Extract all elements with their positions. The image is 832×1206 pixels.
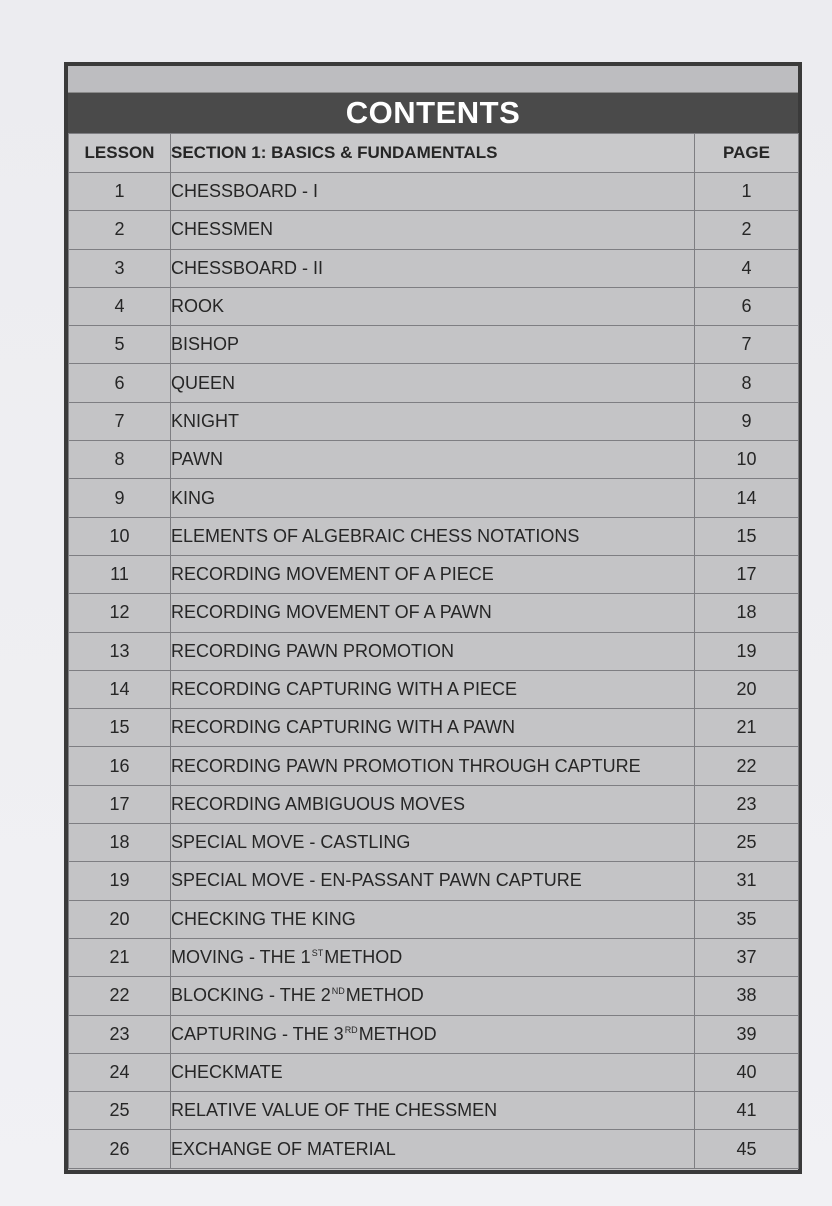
lesson-title-text: RECORDING CAPTURING WITH A PAWN bbox=[171, 717, 516, 738]
table-row bbox=[69, 1092, 799, 1130]
page-number: 18 bbox=[695, 594, 799, 632]
lesson-number: 14 bbox=[69, 670, 171, 708]
lesson-number: 18 bbox=[69, 824, 171, 862]
lesson-title bbox=[171, 938, 695, 976]
page-number: 31 bbox=[695, 862, 799, 900]
page-number: 6 bbox=[695, 287, 799, 325]
ordinal-suffix: ND bbox=[331, 986, 345, 997]
table-row bbox=[69, 249, 799, 287]
lesson-number: 9 bbox=[69, 479, 171, 517]
page-number: 23 bbox=[695, 785, 799, 823]
table-row bbox=[69, 709, 799, 747]
lesson-title-text: PAWN bbox=[171, 449, 223, 470]
lesson-title-suffix: METHOD bbox=[324, 947, 403, 968]
table-row bbox=[69, 900, 799, 938]
lesson-number: 11 bbox=[69, 555, 171, 593]
lesson-number: 20 bbox=[69, 900, 171, 938]
page-number: 17 bbox=[695, 555, 799, 593]
page-title: CONTENTS bbox=[345, 95, 521, 130]
lesson-title bbox=[171, 1015, 695, 1053]
lesson-title-text: RECORDING MOVEMENT OF A PAWN bbox=[171, 602, 492, 623]
table-row bbox=[69, 594, 799, 632]
table-row bbox=[69, 1015, 799, 1053]
lesson-number: 8 bbox=[69, 441, 171, 479]
lesson-title-text: ELEMENTS OF ALGEBRAIC CHESS NOTATIONS bbox=[171, 525, 580, 546]
lesson-title-suffix: METHOD bbox=[345, 985, 424, 1006]
lesson-title bbox=[171, 1053, 695, 1091]
table-row bbox=[69, 173, 799, 211]
top-band bbox=[68, 66, 798, 93]
lesson-title-text: KNIGHT bbox=[171, 410, 240, 431]
lesson-number: 16 bbox=[69, 747, 171, 785]
page-number: 45 bbox=[695, 1130, 799, 1168]
title-bar bbox=[68, 93, 798, 133]
lesson-title bbox=[171, 517, 695, 555]
page-number: 8 bbox=[695, 364, 799, 402]
lesson-number: 22 bbox=[69, 977, 171, 1015]
page-number: 19 bbox=[695, 632, 799, 670]
table-row bbox=[69, 747, 799, 785]
table-row bbox=[69, 211, 799, 249]
lesson-title bbox=[171, 211, 695, 249]
lesson-number: 4 bbox=[69, 287, 171, 325]
contents-rows bbox=[69, 173, 799, 1169]
lesson-title-text: CHECKING THE KING bbox=[171, 908, 356, 929]
lesson-title-text: RECORDING PAWN PROMOTION THROUGH CAPTURE bbox=[171, 755, 641, 776]
lesson-title bbox=[171, 747, 695, 785]
table-row bbox=[69, 364, 799, 402]
table-row bbox=[69, 1053, 799, 1091]
table-row bbox=[69, 517, 799, 555]
page-number: 9 bbox=[695, 402, 799, 440]
lesson-title-text: RECORDING MOVEMENT OF A PIECE bbox=[171, 564, 494, 585]
page-number: 20 bbox=[695, 670, 799, 708]
page-number: 22 bbox=[695, 747, 799, 785]
ordinal-suffix: ST bbox=[311, 948, 324, 959]
lesson-title-text: RECORDING CAPTURING WITH A PIECE bbox=[171, 679, 518, 699]
lesson-title bbox=[171, 632, 695, 670]
lesson-number: 19 bbox=[69, 862, 171, 900]
page-number: 25 bbox=[695, 824, 799, 862]
lesson-title-suffix: METHOD bbox=[358, 1023, 437, 1044]
lesson-title bbox=[171, 709, 695, 747]
lesson-title-text: CAPTURING - THE 3 bbox=[171, 1023, 344, 1044]
lesson-title bbox=[171, 402, 695, 440]
lesson-title-text: SPECIAL MOVE - CASTLING bbox=[171, 832, 411, 853]
page-number: 35 bbox=[695, 900, 799, 938]
contents-table bbox=[68, 133, 799, 1169]
lesson-number: 24 bbox=[69, 1053, 171, 1091]
page-number: 4 bbox=[695, 249, 799, 287]
lesson-title bbox=[171, 1130, 695, 1168]
page-number: 39 bbox=[695, 1015, 799, 1053]
table-row bbox=[69, 402, 799, 440]
page-number: 7 bbox=[695, 326, 799, 364]
lesson-number: 13 bbox=[69, 632, 171, 670]
table-row bbox=[69, 287, 799, 325]
table-row bbox=[69, 632, 799, 670]
page-number: 37 bbox=[695, 938, 799, 976]
table-row bbox=[69, 862, 799, 900]
table-row bbox=[69, 441, 799, 479]
lesson-title-text: SPECIAL MOVE - EN-PASSANT PAWN CAPTURE bbox=[171, 870, 582, 891]
lesson-number: 17 bbox=[69, 785, 171, 823]
table-row bbox=[69, 555, 799, 593]
page-number: 15 bbox=[695, 517, 799, 555]
lesson-title bbox=[171, 977, 695, 1015]
lesson-title bbox=[171, 862, 695, 900]
table-row bbox=[69, 670, 799, 708]
lesson-number: 6 bbox=[69, 364, 171, 402]
lesson-title-text: QUEEN bbox=[171, 372, 236, 393]
table-row bbox=[69, 1130, 799, 1168]
contents-table-frame bbox=[64, 62, 802, 1174]
lesson-title-text: MOVING - THE 1 bbox=[171, 947, 311, 968]
lesson-title-text: BISHOP bbox=[171, 334, 240, 355]
header-row bbox=[69, 134, 799, 173]
page-number: 41 bbox=[695, 1092, 799, 1130]
lesson-number: 15 bbox=[69, 709, 171, 747]
lesson-number: 23 bbox=[69, 1015, 171, 1053]
lesson-title bbox=[171, 1092, 695, 1130]
lesson-title bbox=[171, 824, 695, 862]
lesson-title bbox=[171, 173, 695, 211]
page-number: 2 bbox=[695, 211, 799, 249]
lesson-title-text: KING bbox=[171, 487, 216, 508]
table-row bbox=[69, 938, 799, 976]
lesson-title bbox=[171, 670, 695, 708]
page-number: 1 bbox=[695, 173, 799, 211]
lesson-number: 5 bbox=[69, 326, 171, 364]
lesson-title bbox=[171, 594, 695, 632]
table-row bbox=[69, 785, 799, 823]
table-row bbox=[69, 824, 799, 862]
lesson-title-text: RECORDING AMBIGUOUS MOVES bbox=[171, 793, 466, 814]
lesson-number: 21 bbox=[69, 938, 171, 976]
lesson-number: 12 bbox=[69, 594, 171, 632]
page-number: 21 bbox=[695, 709, 799, 747]
ordinal-suffix: RD bbox=[344, 1024, 358, 1035]
lesson-title-text: ROOK bbox=[171, 296, 225, 317]
lesson-column-header: LESSON bbox=[69, 134, 171, 173]
lesson-title-text: CHESSBOARD - II bbox=[171, 257, 324, 278]
page-number: 40 bbox=[695, 1053, 799, 1091]
table-row bbox=[69, 326, 799, 364]
lesson-title bbox=[171, 287, 695, 325]
page-number: 14 bbox=[695, 479, 799, 517]
lesson-number: 1 bbox=[69, 173, 171, 211]
lesson-number: 2 bbox=[69, 211, 171, 249]
lesson-title-text: CHESSMEN bbox=[171, 219, 274, 240]
lesson-title bbox=[171, 785, 695, 823]
lesson-title bbox=[171, 555, 695, 593]
lesson-title bbox=[171, 441, 695, 479]
section-column-header: SECTION 1: BASICS & FUNDAMENTALS bbox=[171, 134, 695, 173]
lesson-title bbox=[171, 364, 695, 402]
lesson-number: 3 bbox=[69, 249, 171, 287]
lesson-title-text: EXCHANGE OF MATERIAL bbox=[171, 1138, 396, 1159]
page-column-header: PAGE bbox=[695, 134, 799, 173]
lesson-title-text: CHECKMATE bbox=[171, 1061, 283, 1082]
lesson-title bbox=[171, 900, 695, 938]
lesson-title bbox=[171, 479, 695, 517]
lesson-title-text: RELATIVE VALUE OF THE CHESSMEN bbox=[171, 1100, 498, 1121]
lesson-number: 10 bbox=[69, 517, 171, 555]
lesson-number: 25 bbox=[69, 1092, 171, 1130]
lesson-title-text: CHESSBOARD - I bbox=[171, 181, 319, 202]
table-row bbox=[69, 479, 799, 517]
lesson-title-text: BLOCKING - THE 2 bbox=[171, 985, 331, 1006]
lesson-title bbox=[171, 326, 695, 364]
page-number: 38 bbox=[695, 977, 799, 1015]
table-row bbox=[69, 977, 799, 1015]
lesson-number: 7 bbox=[69, 402, 171, 440]
lesson-number: 26 bbox=[69, 1130, 171, 1168]
lesson-title bbox=[171, 249, 695, 287]
page-number: 10 bbox=[695, 441, 799, 479]
lesson-title-text: RECORDING PAWN PROMOTION bbox=[171, 640, 454, 661]
